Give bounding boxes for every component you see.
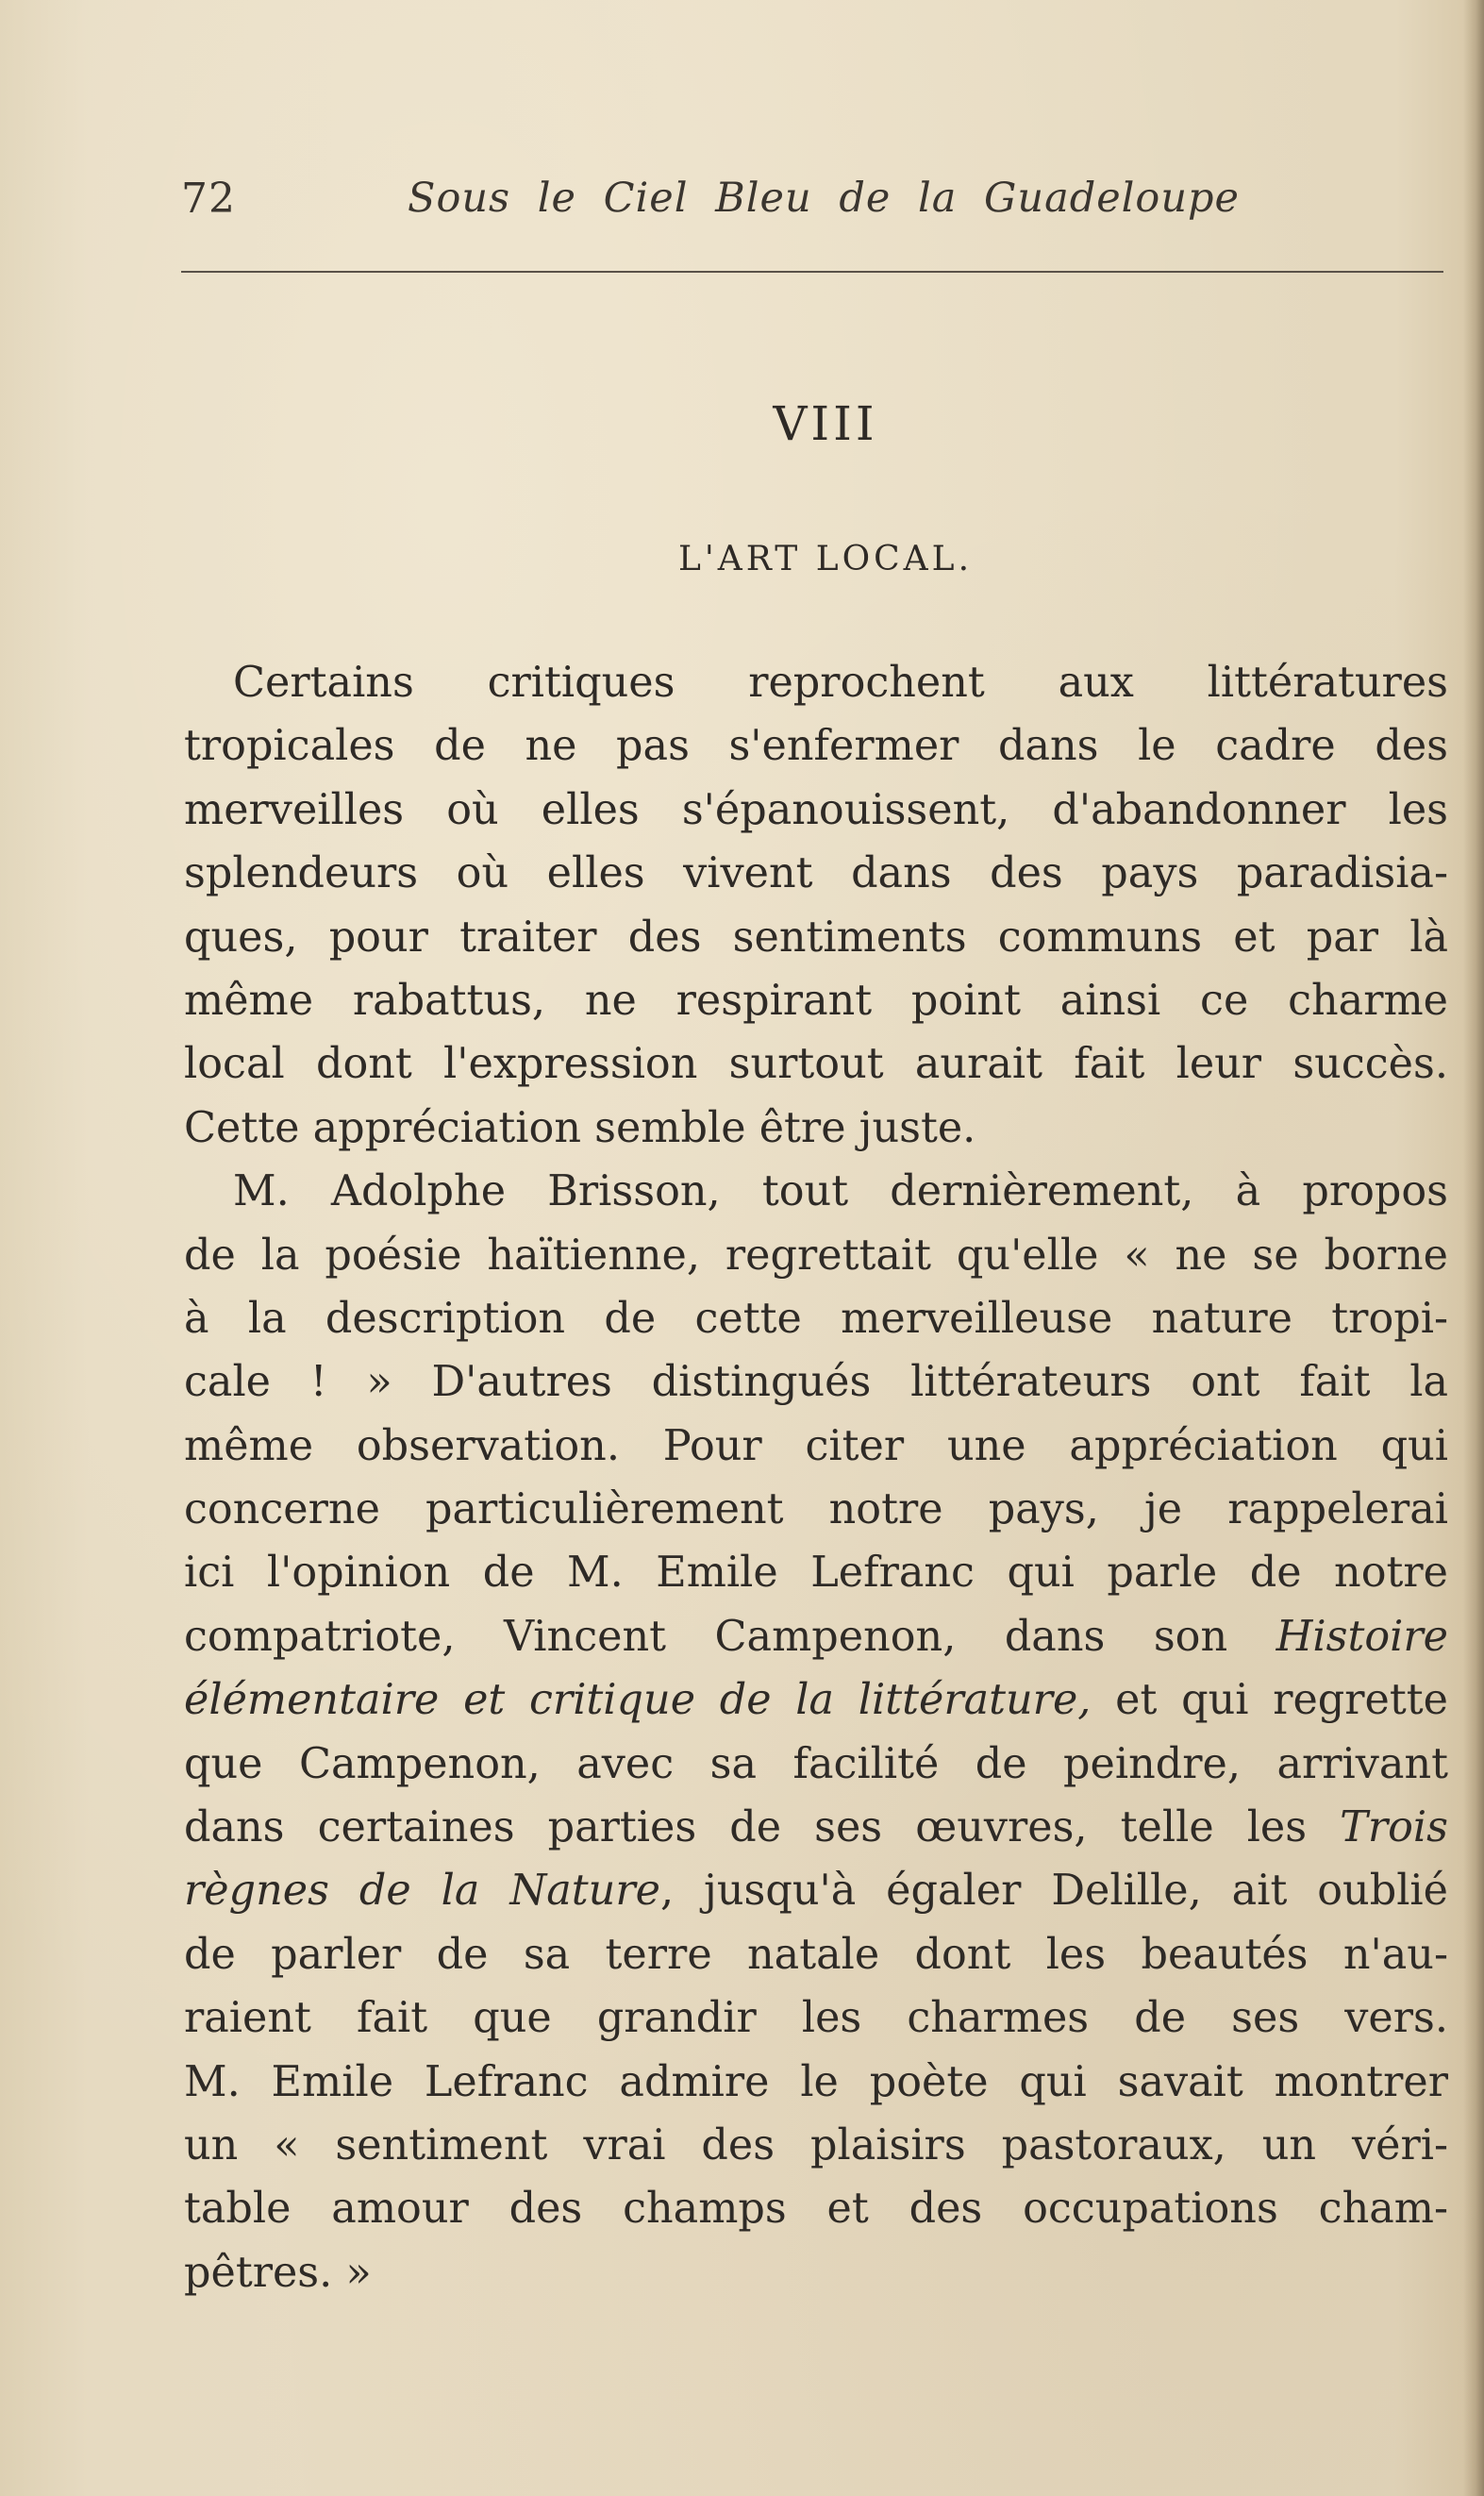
text-line: raient fait que grandir les charmes de ses vers. bbox=[184, 1994, 1448, 2043]
text-line: tropicales de ne pas s'enfermer dans le cadre des bbox=[184, 722, 1448, 771]
text-line: à la description de cette merveilleuse nature tropi- bbox=[184, 1294, 1448, 1343]
text-run: et qui regrette bbox=[1091, 1676, 1448, 1725]
text-line bbox=[184, 1796, 1448, 1859]
text-run: , jusqu'à égaler Delille, ait oublié bbox=[659, 1867, 1448, 1916]
running-title: Sous le Ciel Bleu de la Guadeloupe bbox=[408, 175, 1240, 222]
text-line: pêtres. » bbox=[184, 2248, 372, 2297]
italic-title-run: Trois bbox=[1340, 1803, 1448, 1852]
text-line: table amour des champs et des occupations cham- bbox=[184, 2185, 1448, 2234]
text-line: ques, pour traiter des sentiments communs et par là bbox=[184, 913, 1448, 962]
page-number: 72 bbox=[181, 175, 236, 223]
italic-title-run: règnes de la Nature bbox=[184, 1867, 660, 1916]
text-line: M. Emile Lefranc admire le poète qui savait montrer bbox=[184, 2057, 1448, 2106]
text-line: local dont l'expression surtout aurait fait leur succès. bbox=[184, 1040, 1448, 1089]
text-line: que Campenon, avec sa facilité de peindre, arrivant bbox=[184, 1739, 1448, 1788]
text-line bbox=[184, 1668, 1448, 1732]
text-line: ici l'opinion de M. Emile Lefranc qui parle de notre bbox=[184, 1549, 1448, 1598]
text-line: cale ! » D'autres distingués littérateurs ont fait la bbox=[184, 1358, 1448, 1407]
text-run: dans certaines parties de ses œuvres, telle les bbox=[184, 1803, 1341, 1852]
header-rule bbox=[181, 271, 1443, 273]
page-edge-shadow bbox=[1463, 0, 1484, 2496]
text-line: de parler de sa terre natale dont les beautés n'au- bbox=[184, 1930, 1448, 1979]
text-line: de la poésie haïtienne, regrettait qu'elle « ne se borne bbox=[184, 1231, 1448, 1280]
body-text bbox=[184, 651, 1448, 2304]
text-line: même rabattus, ne respirant point ainsi ce charme bbox=[184, 976, 1448, 1025]
text-line: splendeurs où elles vivent dans des pays paradisia- bbox=[184, 849, 1448, 898]
italic-title-run: élémentaire et critique de la littérature, bbox=[184, 1676, 1092, 1725]
text-line: Cette appréciation semble être juste. bbox=[184, 1103, 976, 1152]
italic-title-run: Histoire bbox=[1276, 1612, 1448, 1661]
text-line: un « sentiment vrai des plaisirs pastoraux, un véri- bbox=[184, 2120, 1448, 2169]
chapter-title: L'ART LOCAL. bbox=[677, 540, 974, 578]
text-line: Certains critiques reprochent aux littératures bbox=[233, 659, 1448, 707]
text-run: compatriote, Vincent Campenon, dans son bbox=[184, 1612, 1276, 1661]
text-line bbox=[184, 1605, 1448, 1668]
running-head bbox=[181, 175, 1443, 231]
chapter-number: VIII bbox=[773, 396, 878, 451]
text-line: merveilles où elles s'épanouissent, d'abandonner les bbox=[184, 785, 1448, 834]
text-line: même observation. Pour citer une appréciation qui bbox=[184, 1421, 1448, 1470]
text-line: concerne particulièrement notre pays, je rappelerai bbox=[184, 1485, 1448, 1534]
text-line bbox=[184, 1859, 1448, 1922]
text-line: M. Adolphe Brisson, tout dernièrement, à propos bbox=[233, 1167, 1448, 1216]
